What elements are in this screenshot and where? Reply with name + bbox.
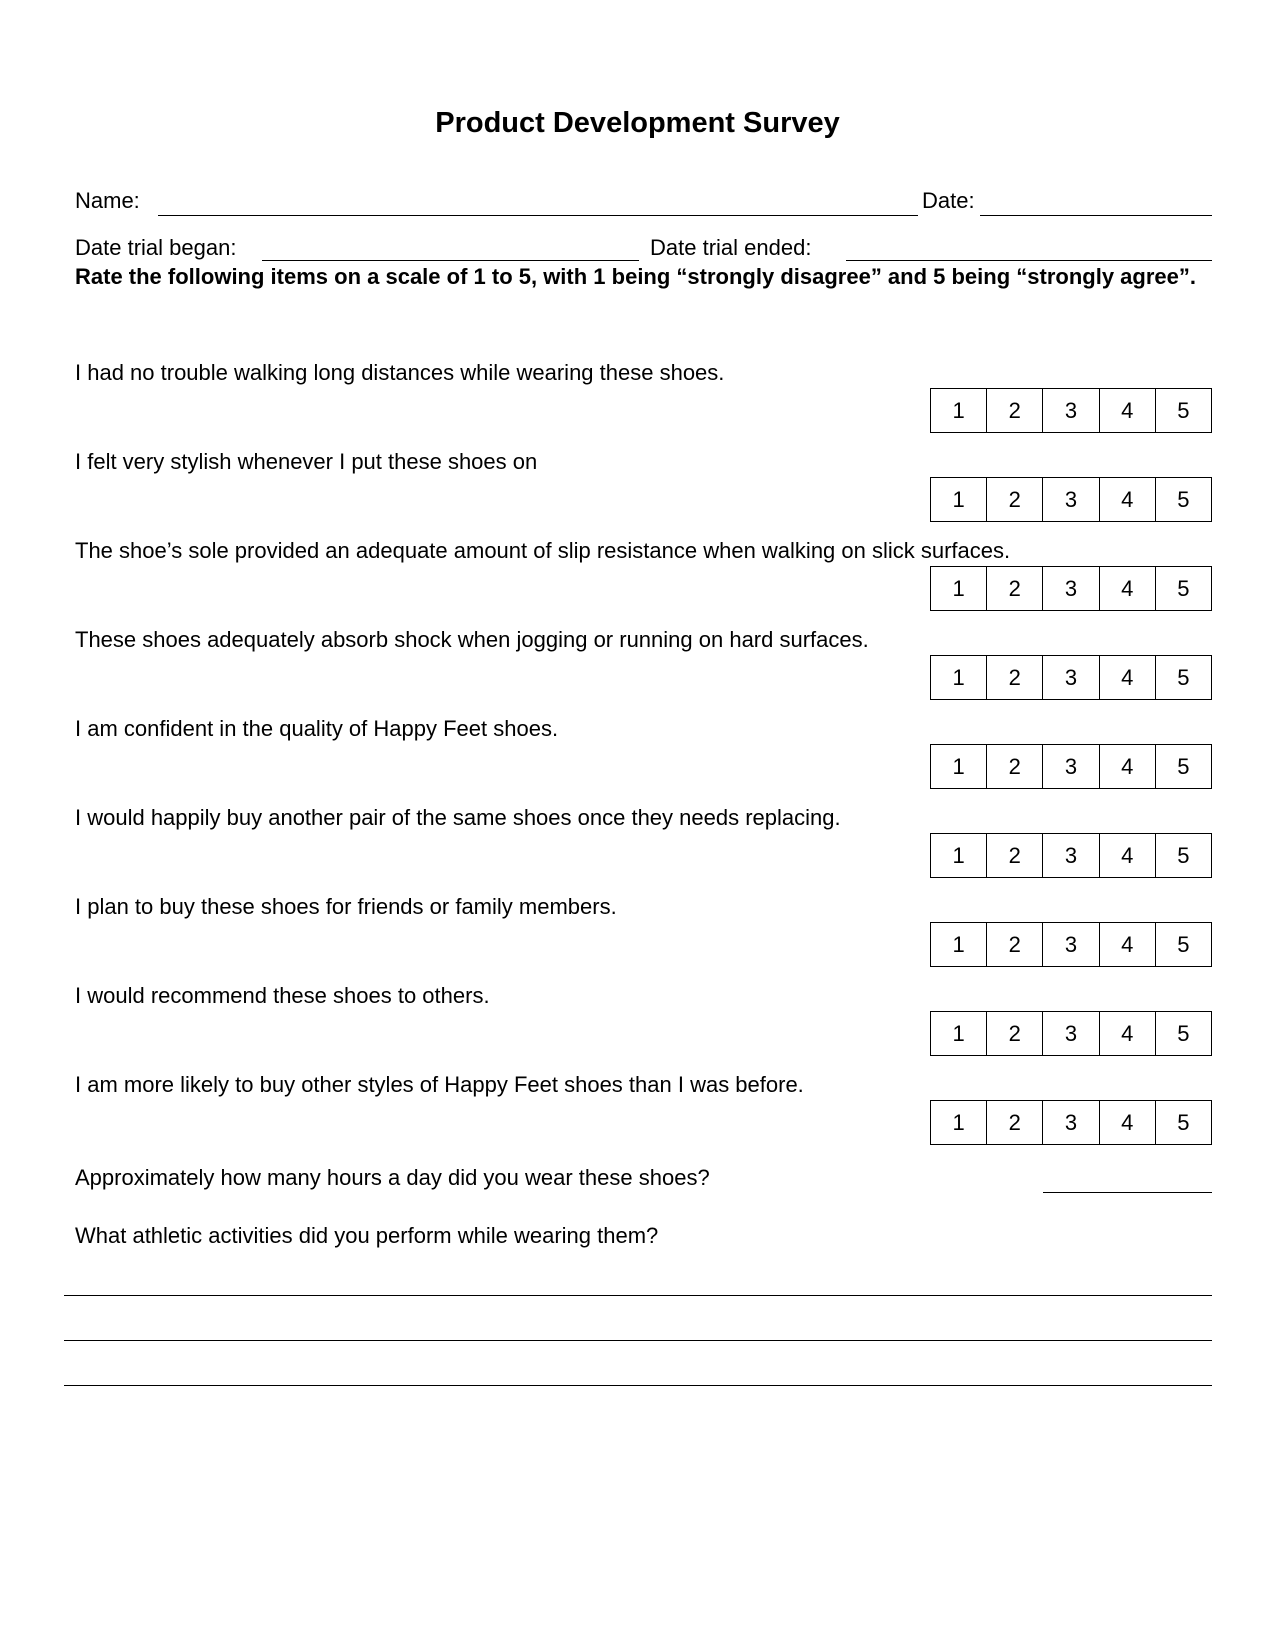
rating-scale — [930, 744, 1212, 789]
hours-answer-field[interactable] — [1043, 1192, 1212, 1193]
trial-began-field[interactable] — [262, 260, 639, 261]
rating-option-4[interactable]: 4 — [1100, 745, 1156, 789]
trial-began-label: Date trial began: — [75, 235, 237, 260]
question-text: These shoes adequately absorb shock when jogging or running on hard surfaces. — [75, 627, 869, 652]
rating-option-3[interactable]: 3 — [1043, 1012, 1099, 1056]
question-text: I had no trouble walking long distances while wearing these shoes. — [75, 360, 725, 385]
date-field[interactable] — [980, 215, 1212, 216]
rating-option-5[interactable]: 5 — [1156, 478, 1212, 522]
rating-scale — [930, 566, 1212, 611]
rating-option-2[interactable]: 2 — [987, 1101, 1043, 1145]
rating-option-1[interactable]: 1 — [931, 389, 987, 433]
rating-option-2[interactable]: 2 — [987, 389, 1043, 433]
question-text: The shoe’s sole provided an adequate amount of slip resistance when walking on slick surfaces. — [75, 538, 1011, 563]
name-label: Name: — [75, 188, 140, 213]
rating-option-3[interactable]: 3 — [1043, 745, 1099, 789]
name-field[interactable] — [158, 215, 918, 216]
date-label: Date: — [922, 188, 975, 213]
activities-answer-line-1[interactable] — [64, 1295, 1212, 1296]
rating-option-3[interactable]: 3 — [1043, 656, 1099, 700]
rating-scale — [930, 922, 1212, 967]
question-text: I felt very stylish whenever I put these shoes on — [75, 449, 538, 474]
rating-option-4[interactable]: 4 — [1100, 478, 1156, 522]
rating-option-2[interactable]: 2 — [987, 923, 1043, 967]
hours-question: Approximately how many hours a day did you wear these shoes? — [75, 1165, 710, 1190]
rating-option-3[interactable]: 3 — [1043, 834, 1099, 878]
rating-option-5[interactable]: 5 — [1156, 745, 1212, 789]
rating-option-2[interactable]: 2 — [987, 478, 1043, 522]
rating-option-2[interactable]: 2 — [987, 656, 1043, 700]
rating-option-4[interactable]: 4 — [1100, 656, 1156, 700]
rating-option-5[interactable]: 5 — [1156, 389, 1212, 433]
survey-title: Product Development Survey — [435, 107, 840, 139]
question-text: I am more likely to buy other styles of Happy Feet shoes than I was before. — [75, 1072, 804, 1097]
rating-option-5[interactable]: 5 — [1156, 1012, 1212, 1056]
rating-option-2[interactable]: 2 — [987, 745, 1043, 789]
rating-scale — [930, 388, 1212, 433]
question-text: I plan to buy these shoes for friends or family members. — [75, 894, 617, 919]
rating-option-4[interactable]: 4 — [1100, 1012, 1156, 1056]
trial-ended-field[interactable] — [846, 260, 1212, 261]
rating-option-3[interactable]: 3 — [1043, 923, 1099, 967]
rating-scale — [930, 1011, 1212, 1056]
rating-option-5[interactable]: 5 — [1156, 656, 1212, 700]
question-text: I would happily buy another pair of the same shoes once they needs replacing. — [75, 805, 841, 830]
rating-option-4[interactable]: 4 — [1100, 834, 1156, 878]
rating-option-1[interactable]: 1 — [931, 745, 987, 789]
rating-option-5[interactable]: 5 — [1156, 567, 1212, 611]
rating-option-1[interactable]: 1 — [931, 478, 987, 522]
rating-option-5[interactable]: 5 — [1156, 923, 1212, 967]
rating-option-1[interactable]: 1 — [931, 567, 987, 611]
activities-answer-line-2[interactable] — [64, 1340, 1212, 1341]
rating-option-1[interactable]: 1 — [931, 834, 987, 878]
rating-option-4[interactable]: 4 — [1100, 1101, 1156, 1145]
rating-option-4[interactable]: 4 — [1100, 923, 1156, 967]
rating-option-1[interactable]: 1 — [931, 656, 987, 700]
rating-scale — [930, 655, 1212, 700]
rating-option-4[interactable]: 4 — [1100, 567, 1156, 611]
rating-scale — [930, 477, 1212, 522]
rating-option-2[interactable]: 2 — [987, 834, 1043, 878]
rating-scale — [930, 833, 1212, 878]
rating-option-3[interactable]: 3 — [1043, 567, 1099, 611]
question-text: I am confident in the quality of Happy Feet shoes. — [75, 716, 559, 741]
rating-option-3[interactable]: 3 — [1043, 478, 1099, 522]
rating-option-4[interactable]: 4 — [1100, 389, 1156, 433]
rating-option-3[interactable]: 3 — [1043, 1101, 1099, 1145]
rating-option-2[interactable]: 2 — [987, 1012, 1043, 1056]
instructions: Rate the following items on a scale of 1 to 5, with 1 being “strongly disagree” and 5 being “strongly agree”. — [75, 264, 1196, 289]
question-text: I would recommend these shoes to others. — [75, 983, 490, 1008]
trial-ended-label: Date trial ended: — [650, 235, 812, 260]
rating-option-3[interactable]: 3 — [1043, 389, 1099, 433]
activities-answer-line-3[interactable] — [64, 1385, 1212, 1386]
rating-option-5[interactable]: 5 — [1156, 1101, 1212, 1145]
rating-option-5[interactable]: 5 — [1156, 834, 1212, 878]
activities-question: What athletic activities did you perform while wearing them? — [75, 1223, 659, 1248]
rating-scale — [930, 1100, 1212, 1145]
rating-option-1[interactable]: 1 — [931, 923, 987, 967]
rating-option-1[interactable]: 1 — [931, 1101, 987, 1145]
rating-option-2[interactable]: 2 — [987, 567, 1043, 611]
rating-option-1[interactable]: 1 — [931, 1012, 987, 1056]
